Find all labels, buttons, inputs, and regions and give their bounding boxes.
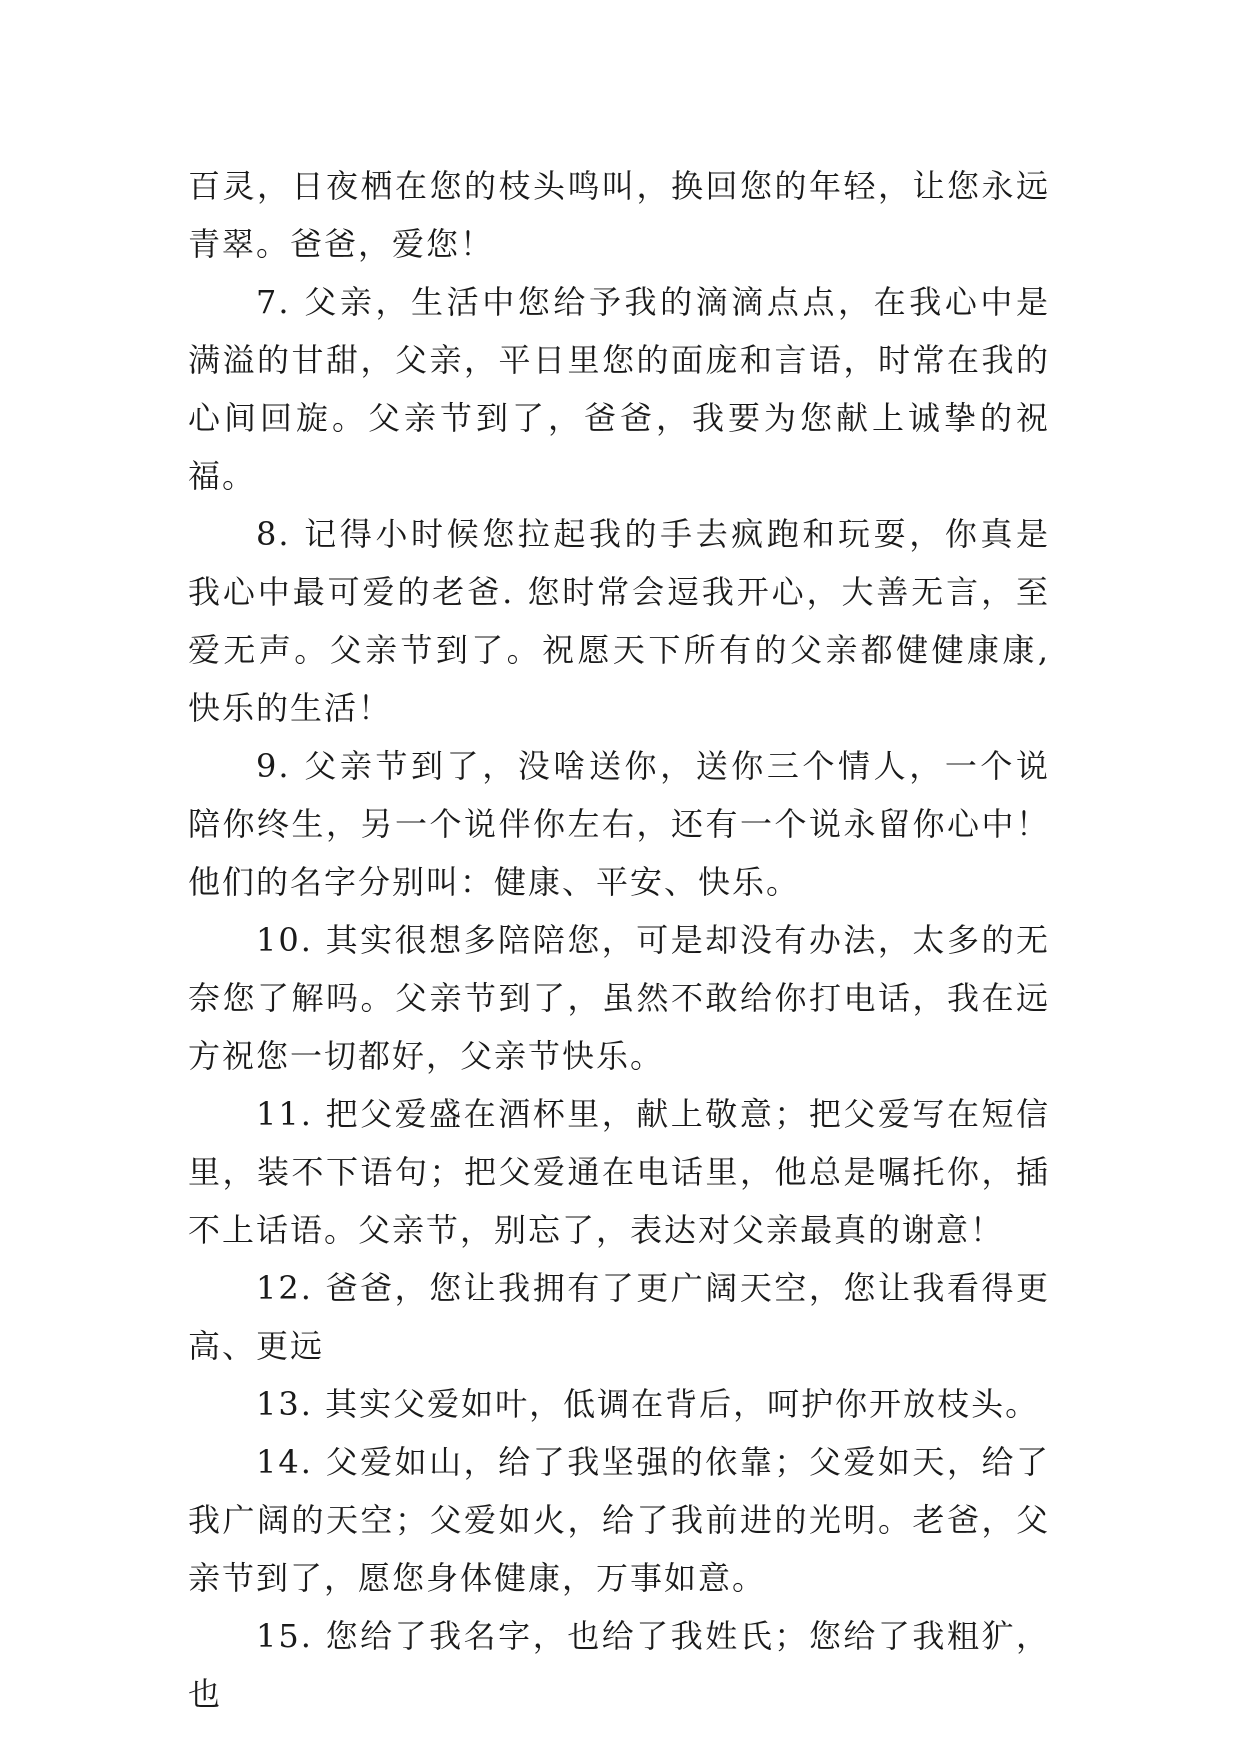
- paragraph-continuation: 百灵，日夜栖在您的枝头鸣叫，换回您的年轻，让您永远青翠。爸爸，爱您！: [188, 167, 1050, 263]
- paragraph-item-12: 12. 爸爸，您让我拥有了更广阔天空，您让我看得更高、更远: [188, 1269, 1050, 1365]
- paragraph-item-11: 11. 把父爱盛在酒杯里，献上敬意；把父爱写在短信里，装不下语句；把父爱通在电话里，他总是嘱托你，插不上话语。父亲节，别忘了，表达对父亲最真的谢意！: [188, 1095, 1050, 1249]
- paragraph-item-13: 13. 其实父爱如叶，低调在背后，呵护你开放枝头。: [256, 1385, 1040, 1423]
- paragraph-item-7: 7. 父亲，生活中您给予我的滴滴点点，在我心中是满溢的甘甜，父亲，平日里您的面庞和言语，时常在我的心间回旋。父亲节到了，爸爸，我要为您献上诚挚的祝福。: [188, 283, 1050, 495]
- document-body: [188, 157, 1050, 1723]
- paragraph-item-9: 9. 父亲节到了，没啥送你，送你三个情人，一个说陪你终生，另一个说伴你左右，还有一个说永留你心中！他们的名字分别叫：健康、平安、快乐。: [188, 747, 1050, 901]
- paragraph-item-14: 14. 父爱如山，给了我坚强的依靠；父爱如天，给了我广阔的天空；父爱如火，给了我前进的光明。老爸，父亲节到了，愿您身体健康，万事如意。: [188, 1443, 1050, 1597]
- paragraph-item-15: 15. 您给了我名字，也给了我姓氏；您给了我粗犷，也: [188, 1617, 1050, 1713]
- paragraph-item-8: 8. 记得小时候您拉起我的手去疯跑和玩耍，你真是我心中最可爱的老爸. 您时常会逗我开心，大善无言，至爱无声。父亲节到了。祝愿天下所有的父亲都健健康康,快乐的生活！: [188, 515, 1050, 727]
- paragraph-item-10: 10. 其实很想多陪陪您，可是却没有办法，太多的无奈您了解吗。父亲节到了，虽然不敢给你打电话，我在远方祝您一切都好，父亲节快乐。: [188, 921, 1050, 1075]
